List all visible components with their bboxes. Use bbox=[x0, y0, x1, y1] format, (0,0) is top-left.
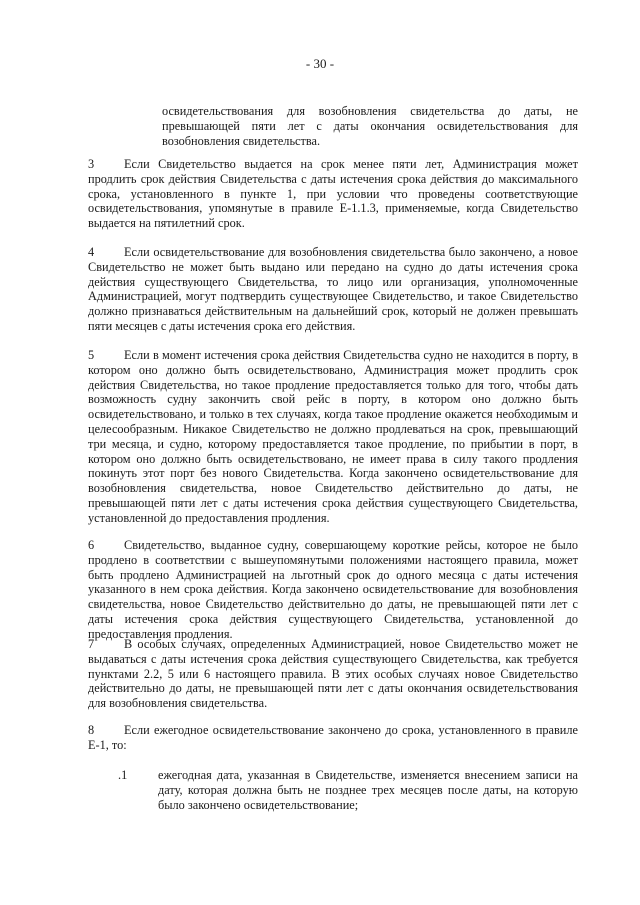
paragraph-number: 8 bbox=[88, 723, 95, 737]
paragraph-number: 4 bbox=[88, 245, 95, 259]
paragraph-8 bbox=[88, 723, 578, 753]
paragraph-number: 7 bbox=[88, 637, 95, 651]
subitem-number: .1 bbox=[118, 768, 128, 782]
paragraph-text: Если в момент истечения срока действия Свидетельства судно не находится в порту, в котором оно должно быть освидетельствовано, Администрация может продлить срок действия Свидетельства, но такое продление предоставляется только для того, чтобы дать возможность судну закончить свой рейс в порту, в котором оно должно быть освидетельствовано, и только в тех случаях, когда такое продление окажется необходимым и целесообразным. Никакое Свидетельство не должно продлеваться на срок, превышающий три месяца, и судно, которому предоставляется такое продление, по прибытии в порт, в котором оно должно быть освидетельствовано, не имеет права в силу такого продления покинуть этот порт без нового Свидетельства. Когда закончено освидетельствование для возобновления свидетельства, новое Свидетельство действительно до даты, не превышающей пяти лет с даты истечения срока действия существующего Свидетельства, установленной до предоставления продления. bbox=[88, 348, 578, 525]
paragraph-text: Если ежегодное освидетельствование закончено до срока, установленного в правиле Е-1, то: bbox=[88, 723, 578, 752]
paragraph-number: 6 bbox=[88, 538, 95, 552]
paragraph-3 bbox=[88, 157, 578, 231]
paragraph-text: Если освидетельствование для возобновления свидетельства было закончено, а новое Свидетельство не может быть выдано или передано на судно до даты истечения срока действия существующего Свидетельства, то лицо или организация, уполномоченные Администрацией, могут подтвердить существующее Свидетельство, и такое Свидетельство должно признаваться действительным на дальнейший срок, который не должен превышать пяти месяцев с даты истечения срока его действия. bbox=[88, 245, 578, 333]
page-number: - 30 - bbox=[305, 56, 335, 71]
paragraph-number: 3 bbox=[88, 157, 95, 171]
paragraph-6 bbox=[88, 538, 578, 642]
paragraph-5 bbox=[88, 348, 578, 526]
paragraph-7 bbox=[88, 637, 578, 711]
paragraph-text: Свидетельство, выданное судну, совершающему короткие рейсы, которое не было продлено в соответствии с вышеупомянутыми положениями настоящего правила, может быть продлено Администрацией на льготный срок до одного месяца с даты истечения указанного в нем срока действия. Когда закончено освидетельствование для возобновления свидетельства, новое Свидетельство действительно до даты, не превышающей пяти лет с даты истечения срока действия существующего Свидетельства, установленной до предоставления продления. bbox=[88, 538, 578, 641]
paragraph-number: 5 bbox=[88, 348, 95, 362]
subitem-text: ежегодная дата, указанная в Свидетельстве, изменяется внесением записи на дату, которая должна быть не позднее трех месяцев после даты, на которую было закончено освидетельствование; bbox=[158, 768, 578, 812]
paragraph-text: В особых случаях, определенных Администрацией, новое Свидетельство может не выдаваться с даты истечения срока действия существующего Свидетельства, как требуется пунктами 2.2, 5 или 6 настоящего правила. В этих особых случаях новое Свидетельство действительно до даты, не превышающей пяти лет с даты окончания освидетельствования для возобновления свидетельства. bbox=[88, 637, 578, 711]
paragraph-4 bbox=[88, 245, 578, 334]
paragraph-text: Если Свидетельство выдается на срок менее пяти лет, Администрация может продлить срок действия Свидетельства с даты истечения срока действия до максимального срока, установленного в пункте 1, при условии что проведены соответствующие освидетельствования, упомянутые в правиле Е-1.1.3, применяемые, когда Свидетельство выдается на пятилетний срок. bbox=[88, 157, 578, 231]
continuation-text: освидетельствования для возобновления свидетельства до даты, не превышающей пяти лет с даты окончания освидетельствования для возобновления свидетельства. bbox=[162, 104, 578, 148]
